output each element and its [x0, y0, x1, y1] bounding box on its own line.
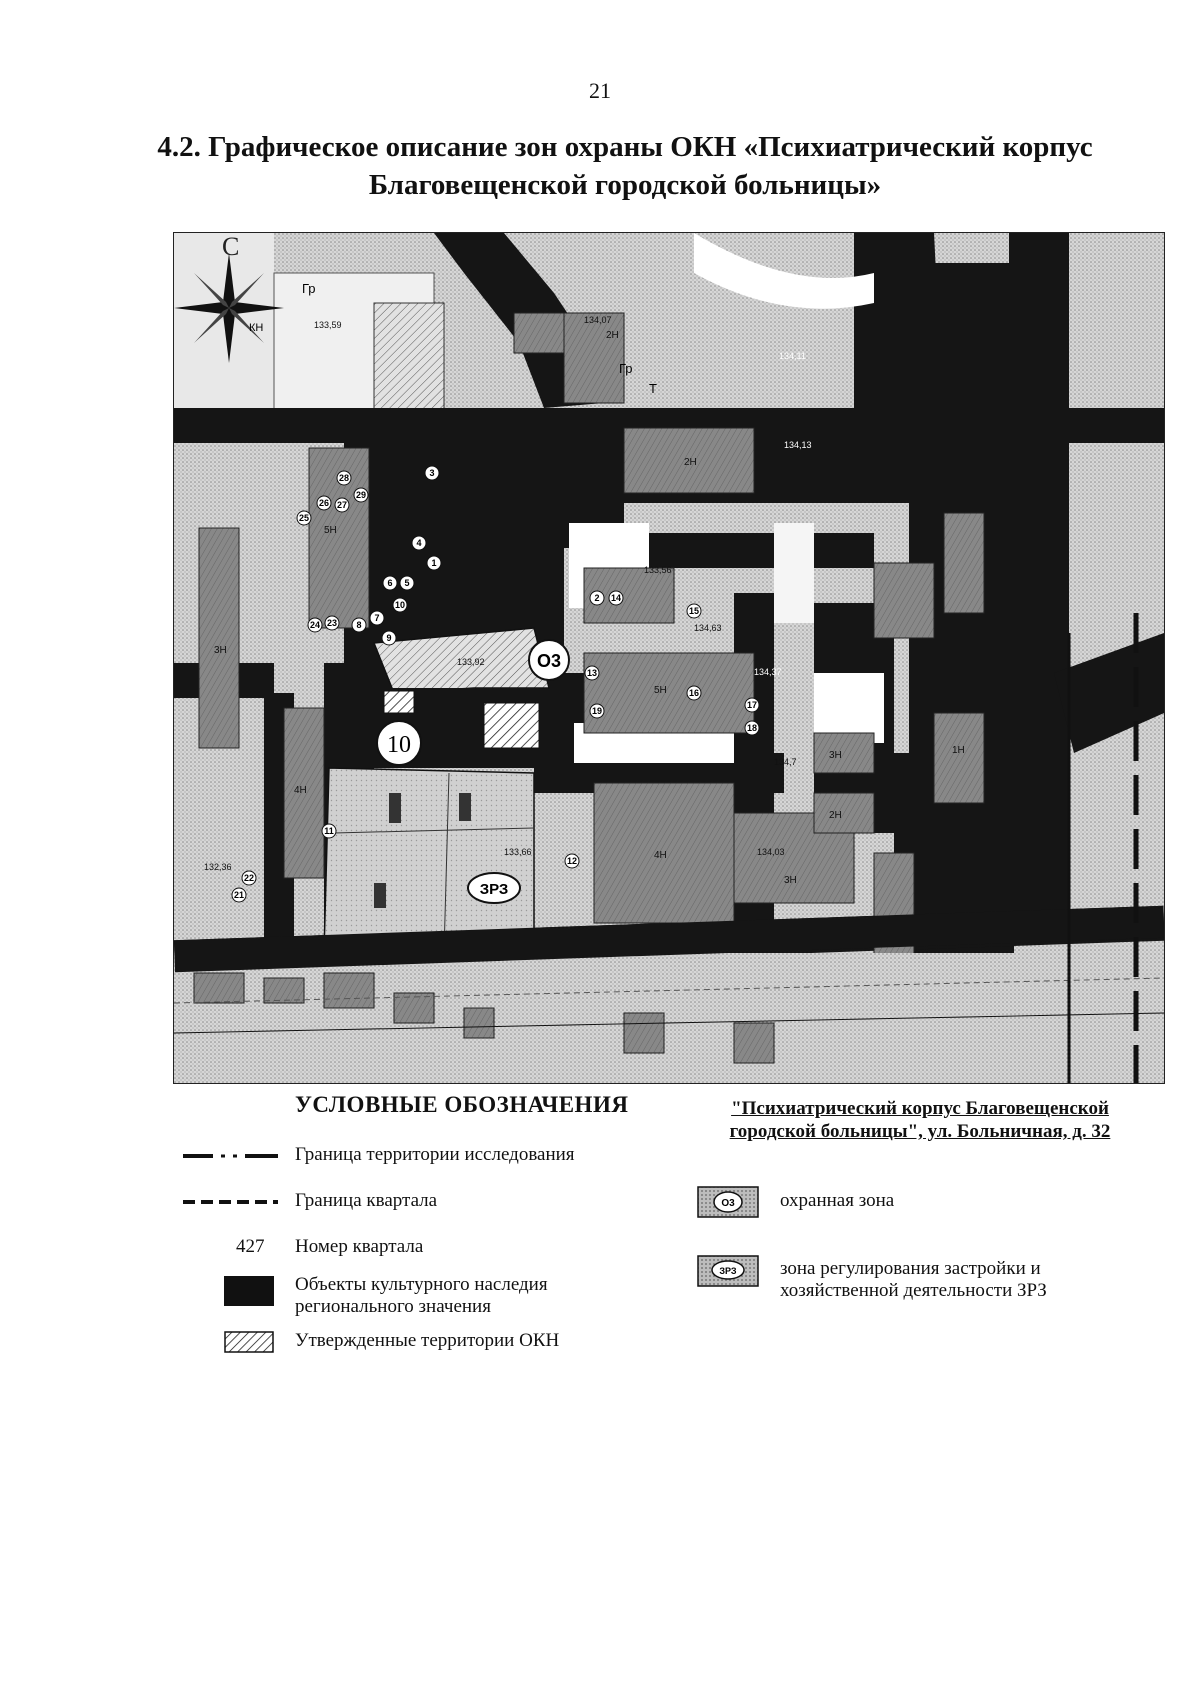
quarter-boundary-symbol: [183, 1197, 278, 1207]
small-building: [389, 793, 401, 823]
legend-label: Объекты культурного наследия регионального значения: [295, 1274, 548, 1317]
point-marker: [590, 591, 604, 605]
elevation-label: 133,56: [644, 565, 672, 575]
svg-text:23: 23: [326, 618, 338, 628]
building-label: 3Н: [214, 645, 227, 656]
svg-text:6: 6: [387, 578, 393, 588]
map-label: КН: [249, 322, 264, 334]
point-marker: [425, 466, 439, 480]
point-marker: [427, 556, 441, 570]
approved-territory-symbol: [224, 1331, 274, 1353]
building-label: 2Н: [684, 457, 697, 468]
elevation-label: 133,92: [457, 657, 485, 667]
point-marker: [354, 488, 368, 502]
svg-text:28: 28: [338, 473, 350, 483]
point-marker: [297, 511, 311, 525]
elevation-label: 134,13: [784, 440, 812, 450]
svg-text:22: 22: [243, 873, 255, 883]
point-marker: [609, 591, 623, 605]
svg-text:16: 16: [688, 688, 700, 698]
object-legend-label: зона регулирования застройки и хозяйственной деятельности ЗРЗ: [780, 1258, 1047, 1301]
svg-text:9: 9: [386, 633, 392, 643]
building-label: 5Н: [324, 525, 337, 536]
svg-text:25: 25: [298, 513, 310, 523]
point-marker: [317, 496, 331, 510]
elevation-label: 134,03: [757, 847, 785, 857]
svg-text:10: 10: [394, 600, 406, 610]
legend-label: Граница квартала: [295, 1190, 438, 1211]
svg-text:11: 11: [324, 826, 334, 836]
quarter-number-symbol: 427: [236, 1236, 265, 1257]
map-label: Т: [649, 381, 657, 396]
svg-text:18: 18: [746, 723, 758, 733]
point-marker: [393, 598, 407, 612]
point-marker: [232, 888, 246, 902]
map-label: Гр: [302, 281, 316, 296]
svg-text:2: 2: [594, 593, 600, 603]
point-marker: [370, 611, 384, 625]
zrz-symbol: [697, 1255, 759, 1287]
building-label: 3Н: [784, 875, 797, 886]
svg-text:19: 19: [591, 706, 603, 716]
point-marker: [585, 666, 599, 680]
svg-text:4: 4: [416, 538, 422, 548]
elevation-label: 132,36: [204, 862, 232, 872]
svg-text:21: 21: [233, 890, 245, 900]
quarter-label-text: 10: [387, 732, 411, 758]
page-title: 4.2. Графическое описание зон охраны ОКН «Психиатрический корпус Благовещенской городской больницы»: [157, 131, 1093, 201]
svg-text:29: 29: [355, 490, 367, 500]
svg-text:5: 5: [404, 578, 410, 588]
legend-label: Утвержденные территории ОКН: [295, 1330, 560, 1351]
point-marker: [745, 721, 759, 735]
heritage-object-symbol: [224, 1276, 274, 1306]
regulation-zone: [324, 768, 534, 953]
point-marker: [335, 498, 349, 512]
elevation-label: 133,59: [314, 320, 342, 330]
small-building: [374, 883, 386, 908]
north-label: С: [222, 233, 240, 261]
svg-text:14: 14: [610, 593, 622, 603]
point-marker: [745, 698, 759, 712]
study-boundary-symbol: [183, 1150, 278, 1162]
svg-text:24: 24: [309, 620, 321, 630]
point-marker: [352, 618, 366, 632]
svg-text:12: 12: [566, 856, 578, 866]
elevation-label: 134,7: [774, 757, 797, 767]
svg-text:17: 17: [746, 700, 758, 710]
svg-text:1: 1: [431, 558, 437, 568]
elevation-label: 133,66: [504, 847, 532, 857]
point-marker: [400, 576, 414, 590]
oz-symbol-text: О3: [721, 1198, 735, 1209]
building-label: 2Н: [606, 330, 619, 341]
approved-territory: [384, 691, 414, 713]
legend-label: Граница территории исследования: [295, 1144, 575, 1165]
svg-text:8: 8: [356, 620, 362, 630]
map-svg: [174, 233, 1164, 1083]
point-marker: [382, 631, 396, 645]
zrz-symbol-text: ЗРЗ: [719, 1266, 737, 1276]
legend-heading: УСЛОВНЫЕ ОБОЗНАЧЕНИЯ: [295, 1092, 629, 1117]
zrz-label: [468, 873, 520, 903]
approved-territory: [484, 703, 539, 748]
point-marker: [242, 871, 256, 885]
quarter-label: [377, 721, 421, 765]
svg-text:7: 7: [374, 613, 380, 623]
point-marker: [308, 618, 322, 632]
building-label: 4Н: [294, 785, 307, 796]
building-label: 1Н: [952, 745, 965, 756]
building-label: 4Н: [654, 850, 667, 861]
point-marker: [337, 471, 351, 485]
point-marker: [687, 604, 701, 618]
point-marker: [565, 854, 579, 868]
point-marker: [383, 576, 397, 590]
point-marker: [322, 824, 336, 838]
zrz-label-text: ЗРЗ: [479, 881, 509, 898]
building-label: 2Н: [829, 810, 842, 821]
elevation-label: 134,07: [584, 315, 612, 325]
elevation-label: 134,11: [779, 351, 806, 361]
oz-symbol: [697, 1186, 759, 1218]
page-number: 21: [589, 78, 611, 103]
svg-text:3: 3: [429, 468, 435, 478]
svg-text:27: 27: [336, 500, 348, 510]
svg-text:26: 26: [318, 498, 330, 508]
object-heading: "Психиатрический корпус Благовещенской городской больницы", ул. Больничная, д. 32: [729, 1098, 1111, 1142]
legend-label: Номер квартала: [295, 1236, 424, 1257]
building: [374, 303, 444, 423]
elevation-label: 134,63: [694, 623, 722, 633]
point-marker: [687, 686, 701, 700]
map-label: Гр: [619, 361, 633, 376]
oz-label: [529, 640, 569, 680]
point-marker: [325, 616, 339, 630]
svg-text:13: 13: [586, 668, 598, 678]
building-label: 5Н: [654, 685, 667, 696]
elevation-label: 134,37: [754, 667, 782, 677]
building-label: 3Н: [829, 750, 842, 761]
point-marker: [412, 536, 426, 550]
object-legend-label: охранная зона: [780, 1190, 895, 1211]
map[interactable]: [173, 232, 1165, 1084]
small-building: [459, 793, 471, 821]
oz-label-text: О3: [536, 651, 562, 671]
svg-text:15: 15: [688, 606, 700, 616]
point-marker: [590, 704, 604, 718]
